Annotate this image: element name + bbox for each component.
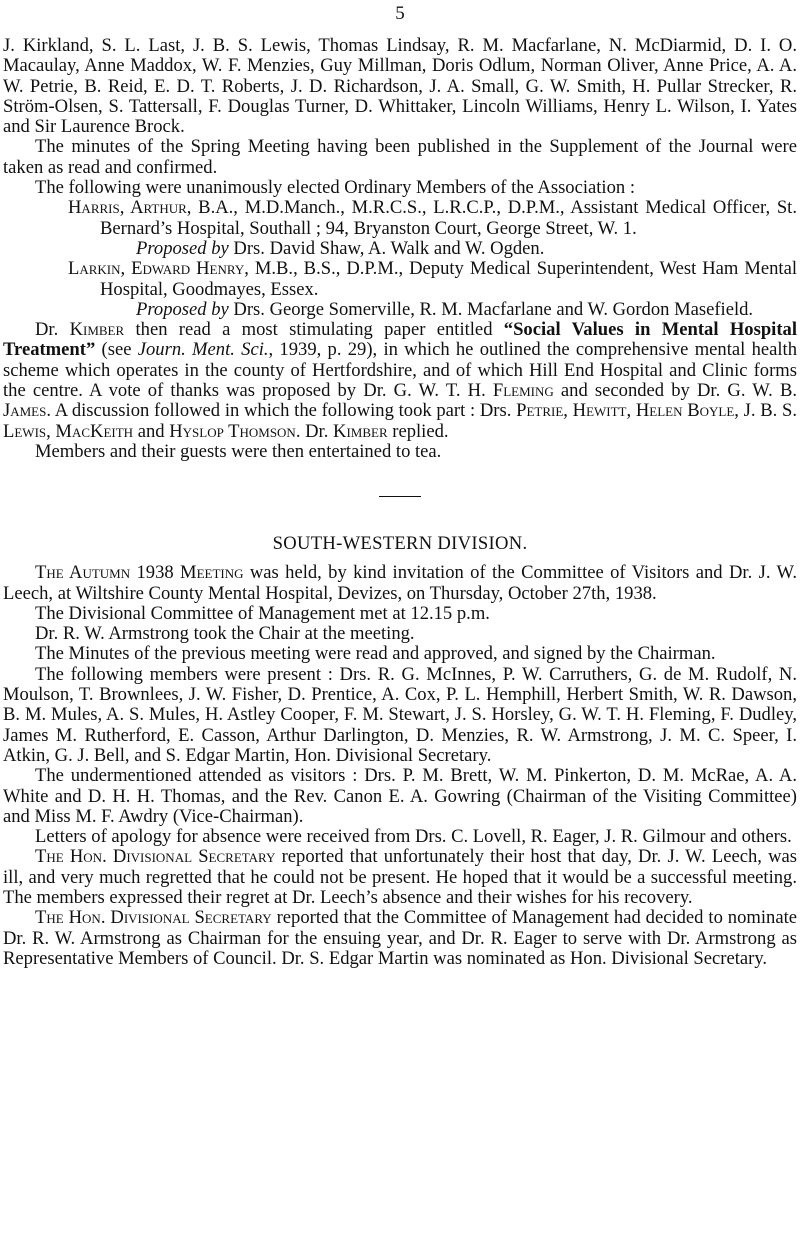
- nominations-paragraph: [3, 908, 797, 969]
- apologies-paragraph: Letters of apology for absence were received from Drs. C. Lovell, R. Eager, J. R. Gilmour and others.: [35, 826, 792, 848]
- speaker-name: Kimber: [69, 319, 125, 341]
- proposers-harris: [3, 239, 797, 259]
- text-run: reported that unfortunately their host that day, Dr. J. W. Leech, was ill, and very much regretted that he could not be present. He hoped that it would be a successful meeting. The members expressed their regret at Dr. Leech’s absence and their wishes for his recovery.: [3, 846, 797, 908]
- proposer-names: Drs. George Somerville, R. M. Macfarlane and W. Gordon Masefield.: [228, 298, 754, 320]
- previous-minutes-paragraph: The Minutes of the previous meeting were read and approved, and signed by the Chairman.: [35, 643, 716, 665]
- text-run: (see: [95, 339, 138, 361]
- journal-citation: Journ. Ment. Sci.: [137, 339, 269, 361]
- text-run: and: [133, 420, 170, 442]
- text-run: was held, by kind invitation of the Committee of Visitors and Dr. J. W. Leech, at Wiltshire County Mental Hospital, Devizes, on Thursday, October 27th, 1938.: [3, 562, 797, 604]
- speaker-name: Hyslop Thomson: [169, 420, 296, 442]
- member-entry-harris: [3, 198, 797, 239]
- text-run: Dr.: [35, 319, 70, 341]
- paper-paragraph: [3, 320, 797, 442]
- meeting-label: The Autumn 1938 Meeting: [35, 562, 244, 584]
- meeting-paragraph: [3, 563, 797, 604]
- committee-paragraph: The Divisional Committee of Management met at 12.15 p.m.: [35, 602, 490, 624]
- member-name: Larkin, Edward Henry,: [68, 258, 249, 280]
- member-details: B.A., M.D.Manch., M.R.C.S., L.R.C.P., D.P.M., Assistant Medical Officer, St. Bernard’s Hospital, Southall ; 94, Bryanston Court, George Street, W. 1.: [100, 197, 797, 239]
- text-run: , 1939, p. 29), in which he outlined the comprehensive mental health scheme which operates in the county of Hertfordshire, and of which Hill End Hospital and Clinic forms the centre. A vote of thanks was proposed by Dr. G. W. T. H.: [3, 339, 797, 402]
- members-present-paragraph: The following members were present : Drs. R. G. McInnes, P. W. Carruthers, G. de M. Rudolf, N. Moulson, T. Brownlees, J. W. Fisher, D. Prentice, A. Cox, P. L. Hemphill, Herbert Smith, W. R. Dawson, B. M. Mules, A. S. Mules, H. Astley Cooper, F. M. Stewart, J. S. Horsley, G. W. T. H. Fleming, F. Dudley, James M. Rutherford, E. Casson, Arthur Darlington, D. Menzies, R. W. Armstrong, J. M. C. Speer, I. Atkin, G. J. Bell, and S. Edgar Martin, Hon. Divisional Secretary.: [3, 663, 797, 766]
- visitors-paragraph: The undermentioned attended as visitors : Drs. P. M. Brett, W. M. Pinkerton, D. M. McRae, A. A. White and D. H. H. Thomas, and the Rev. Canon E. A. Gowring (Chairman of the Visiting Committee) and Miss M. F. Awdry (Vice-Chairman).: [3, 765, 797, 827]
- proposers-larkin: [3, 300, 797, 320]
- member-details: M.B., B.S., D.P.M., Deputy Medical Superintendent, West Ham Mental Hospital, Goodmayes, Essex.: [100, 258, 797, 300]
- paper-title: “Social Values in Mental Hospital Treatment”: [3, 319, 797, 361]
- text-run: then read a most stimulating paper entitled: [124, 319, 504, 341]
- page-body: [0, 36, 800, 969]
- member-entry-larkin: [3, 259, 797, 300]
- attendees-paragraph: J. Kirkland, S. L. Last, J. B. S. Lewis, Thomas Lindsay, R. M. Macfarlane, N. McDiarmid, D. I. O. Macaulay, Anne Maddox, W. F. Menzies, Guy Millman, Doris Odlum, Norman Oliver, Anne Price, A. A. W. Petrie, B. Reid, E. D. T. Roberts, J. D. Richardson, J. A. Small, G. W. Smith, H. Pullar Strecker, R. Ström-Olsen, S. Tattersall, F. Douglas Turner, D. Whittaker, Lincoln Williams, Henry L. Wilson, I. Yates and Sir Laurence Brock.: [3, 35, 797, 138]
- proposed-label: Proposed by: [136, 298, 229, 320]
- officer-title: The Hon. Divisional Secretary: [35, 846, 276, 868]
- text-run: . A discussion followed in which the following took part : Drs.: [46, 400, 517, 422]
- text-run: and seconded by Dr. G. W. B.: [553, 380, 797, 402]
- speaker-name: Fleming: [492, 380, 554, 402]
- officer-title: The Hon. Divisional Secretary: [35, 907, 272, 929]
- minutes-paragraph: The minutes of the Spring Meeting having been published in the Supplement of the Journal were taken as read and confirmed.: [3, 136, 797, 178]
- speaker-name: Kimber: [333, 420, 388, 442]
- member-name: Harris, Arthur,: [68, 197, 192, 219]
- discussant-names: Petrie, Hewitt, Helen Boyle, J. B. S. Lewis, MacKeith: [3, 400, 797, 442]
- speaker-name: James: [3, 400, 47, 422]
- text-run: . Dr.: [295, 420, 334, 442]
- chair-paragraph: Dr. R. W. Armstrong took the Chair at the meeting.: [35, 623, 415, 645]
- host-absence-paragraph: [3, 847, 797, 908]
- section-divider: [379, 496, 421, 497]
- page-number: 5: [395, 3, 405, 24]
- section-heading: SOUTH-WESTERN DIVISION.: [272, 533, 528, 555]
- proposed-label: Proposed by: [136, 237, 229, 259]
- text-run: replied.: [387, 420, 449, 442]
- proposer-names: Drs. David Shaw, A. Walk and W. Ogden.: [228, 237, 545, 259]
- elected-intro: The following were unanimously elected Ordinary Members of the Association :: [35, 177, 636, 199]
- text-run: reported that the Committee of Management had decided to nominate Dr. R. W. Armstrong as Chairman for the ensuing year, and Dr. R. Eager to serve with Dr. Armstrong as Representative Members of Council. Dr. S. Edgar Martin was nominated as Hon. Divisional Secretary.: [3, 907, 797, 969]
- tea-paragraph: Members and their guests were then entertained to tea.: [35, 440, 442, 462]
